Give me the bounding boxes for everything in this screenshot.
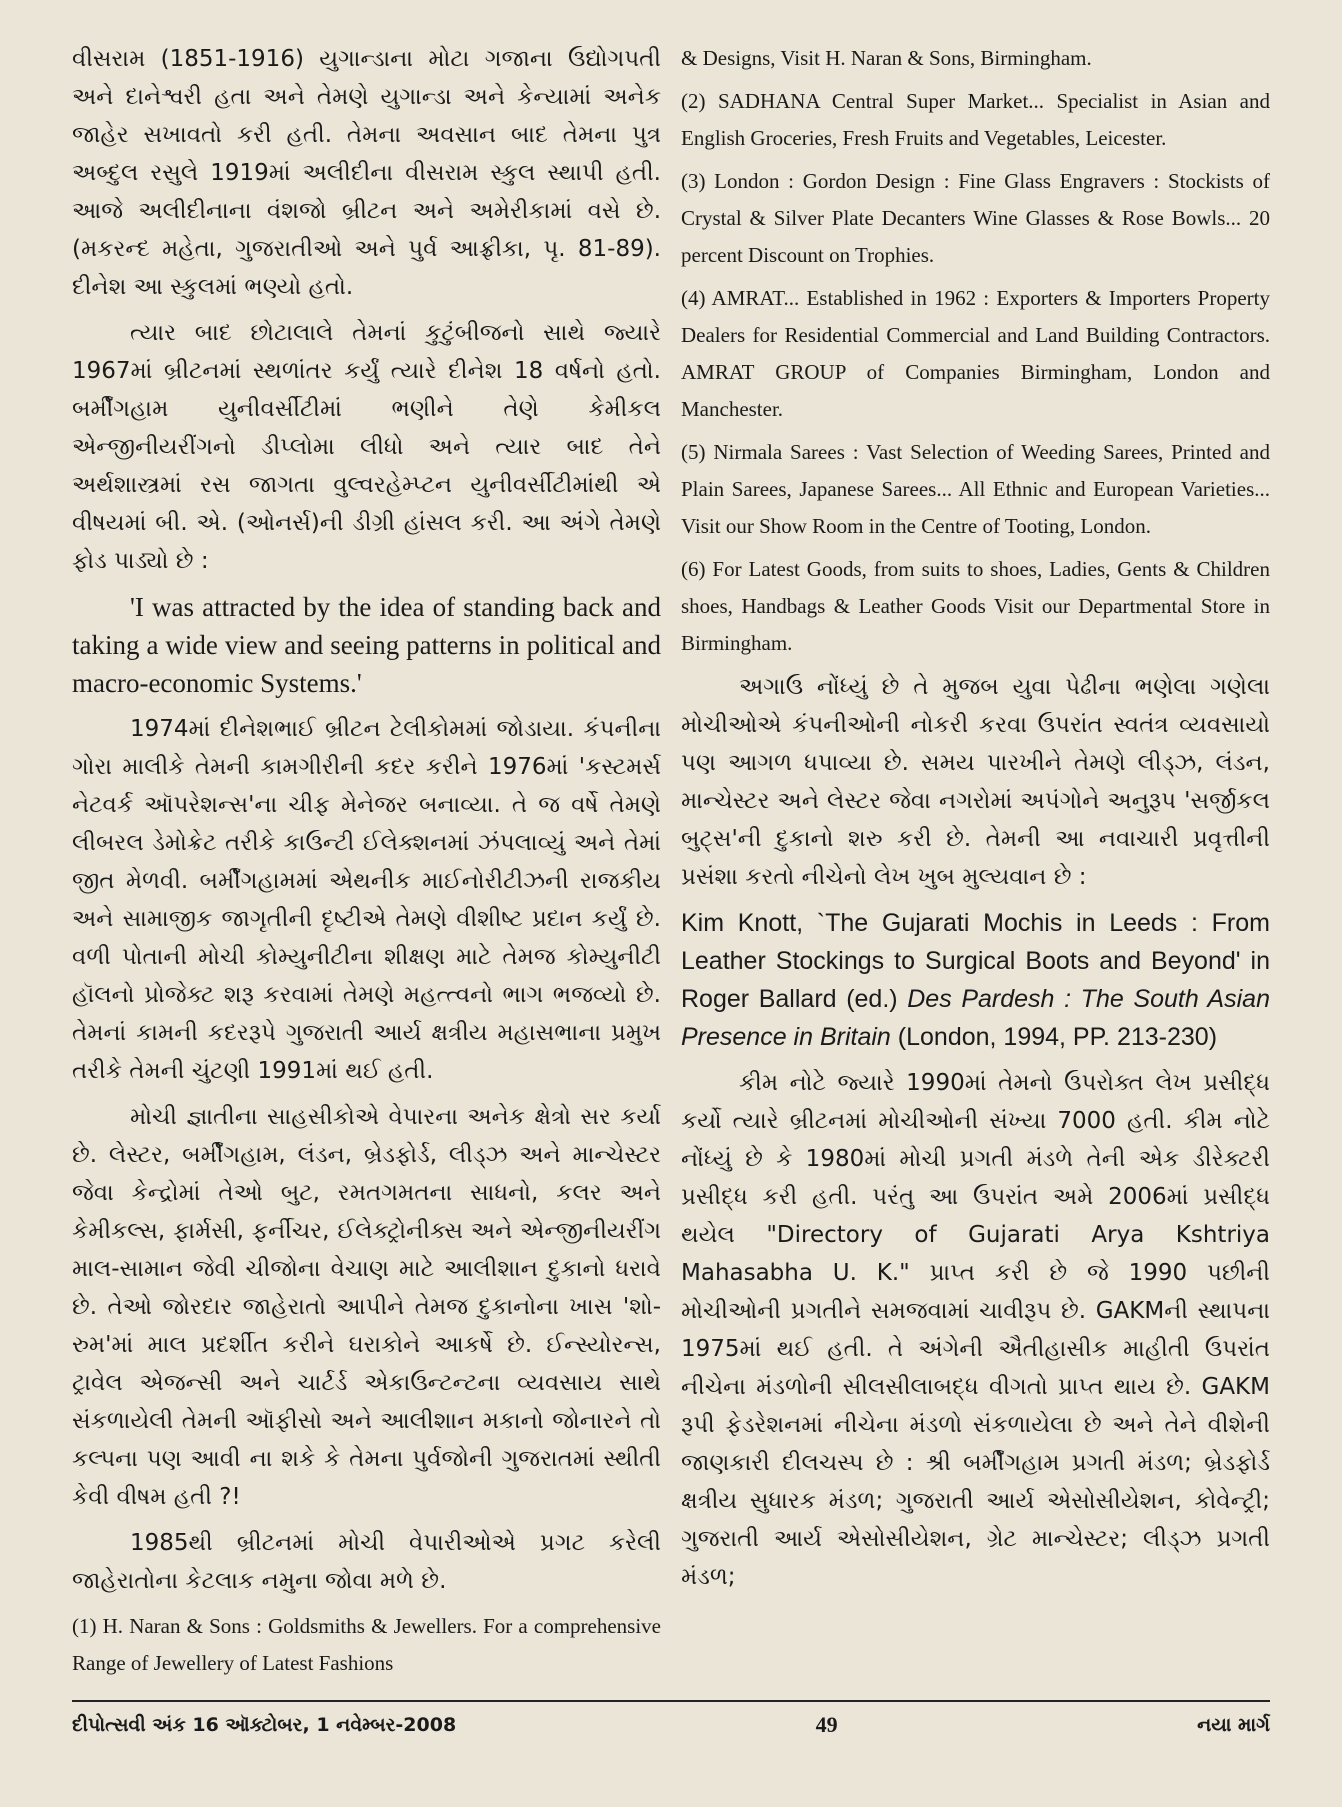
english-quote: 'I was attracted by the idea of standing back and taking a wide view and seeing patterns in political and macro-economic Systems.' bbox=[72, 592, 661, 698]
page-number: 49 bbox=[815, 1712, 838, 1737]
advertisement-item: (6) For Latest Goods, from suits to shoes, Ladies, Gents & Children shoes, Handbags & Leather Goods Visit our Departmental Store in Birmingham. bbox=[681, 557, 1270, 655]
reference-citation bbox=[681, 904, 1270, 1056]
paragraph: ત્યાર બાદ છોટાલાલે તેમનાં કુટુંબીજનો સાથે જ્યારે 1967માં બ્રીટનમાં સ્થળાંતર કર્યું ત્યારે દીનેશ 18 વર્ષનો હતો. બર્મીંગહામ યુનીવર્સીટીમાં ભણીને તેણે કેમીકલ એન્જીનીયરીંગનો ડીપ્લોમા લીધો અને ત્યાર બાદ તેને અર્થશાસ્ત્રમાં રસ જાગતા વુલ્વરહેમ્પ્ટન યુનીવર્સીટીમાંથી એ વીષયમાં બી. એ. (ઓનર્સ)ની ડીગ્રી હાંસલ કરી. આ અંગે તેમણે ફોડ પાડ્યો છે : bbox=[72, 320, 661, 574]
right-column bbox=[681, 40, 1270, 1690]
left-column bbox=[72, 40, 661, 1690]
paragraph: વીસરામ (1851-1916) યુગાન્ડાના મોટા ગજાના ઉદ્યોગપતી અને દાનેશ્વરી હતા અને તેમણે યુગાન્ડા અને કેન્યામાં અનેક જાહેર સખાવતો કરી હતી. તેમના અવસાન બાદ તેમના પુત્ર અબ્દુલ રસુલે 1919માં અલીદીના વીસરામ સ્કુલ સ્થાપી હતી. આજે અલીદીનાના વંશજો બ્રીટન અને અમેરીકામાં વસે છે. (મકરન્દ મહેતા, ગુજરાતીઓ અને પુર્વ આફ્રીકા, પૃ. 81-89). દીનેશ આ સ્કુલમાં ભણ્યો હતો. bbox=[72, 46, 661, 300]
reference-authors: Kim Knott, `The Gujarati Mochis in Leeds : From Leather Stockings to Surgical Boots and Beyond' in Roger Ballard (ed.) bbox=[681, 909, 1270, 1013]
advertisement-item: (5) Nirmala Sarees : Vast Selection of Weeding Sarees, Printed and Plain Sarees, Japanese Sarees... All Ethnic and European Varieties... Visit our Show Room in the Centre of Tooting, London. bbox=[681, 440, 1270, 538]
magazine-name: નયા માર્ગ bbox=[1197, 1714, 1270, 1736]
paragraph: અગાઉ નોંધ્યું છે તે મુજબ યુવા પેઢીના ભણેલા ગણેલા મોચીઓએ કંપનીઓની નોકરી કરવા ઉપરાંત સ્વતંત્ર વ્યવસાયો પણ આગળ ધપાવ્યા છે. સમય પારખીને તેમણે લીડ્ઝ, લંડન, માન્ચેસ્ટર અને લેસ્ટર જેવા નગરોમાં અપંગોને અનુરૂપ 'સર્જીકલ બુટ્સ'ની દુકાનો શરુ કરી છે. તેમની આ નવાચારી પ્રવૃત્તીની પ્રસંશા કરતો નીચેનો લેખ ખુબ મુલ્યવાન છે : bbox=[681, 674, 1270, 890]
issue-info: દીપોત્સવી અંક 16 ઑક્ટોબર, 1 નવેમ્બર-2008 bbox=[72, 1714, 457, 1736]
footer-divider bbox=[72, 1700, 1270, 1702]
paragraph: 1985થી બ્રીટનમાં મોચી વેપારીઓએ પ્રગટ કરેલી જાહેરાતોના કેટલાક નમુના જોવા મળે છે. bbox=[72, 1530, 661, 1594]
two-column-body bbox=[72, 40, 1270, 1690]
reference-publication: (London, 1994, PP. 213-230) bbox=[897, 1023, 1218, 1051]
paragraph: 1974માં દીનેશભાઈ બ્રીટન ટેલીકોમમાં જોડાયા. કંપનીના ગોરા માલીકે તેમની કામગીરીની કદર કરીને 1976માં 'કસ્ટમર્સ નેટવર્ક ઑપરેશન્સ'ના ચીફ મેનેજર બનાવ્યા. તે જ વર્ષે તેમણે લીબરલ ડેમોક્રેટ તરીકે કાઉન્ટી ઈલેક્શનમાં ઝંપલાવ્યું અને તેમાં જીત મેળવી. બર્મીંગહામમાં એથનીક માઈનોરીટીઝની રાજકીય અને સામાજીક જાગૃતીની દૃષ્ટીએ તેમણે વીશીષ્ટ પ્રદાન કર્યું છે. વળી પોતાની મોચી કોમ્યુનીટીના શીક્ષણ માટે તેમજ કોમ્યુનીટી હૉલનો પ્રોજેક્ટ શરૂ કરવામાં તેમણે મહત્ત્વનો ભાગ ભજવ્યો છે. તેમનાં કામની કદરરૂપે ગુજરાતી આર્ય ક્ષત્રીય મહાસભાના પ્રમુખ તરીકે તેમની ચુંટણી 1991માં થઈ હતી. bbox=[72, 716, 661, 1084]
reference-book-title: Des Pardesh : The South Asian Presence in Britain bbox=[681, 985, 1270, 1051]
advertisement-item: (2) SADHANA Central Super Market... Specialist in Asian and English Groceries, Fresh Fruits and Vegetables, Leicester. bbox=[681, 89, 1270, 150]
advertisement-item: (3) London : Gordon Design : Fine Glass Engravers : Stockists of Crystal & Silver Plate Decanters Wine Glasses & Rose Bowls... 20 percent Discount on Trophies. bbox=[681, 169, 1270, 267]
paragraph: કીમ નોટે જ્યારે 1990માં તેમનો ઉપરોક્ત લેખ પ્રસીદ્ધ કર્યો ત્યારે બ્રીટનમાં મોચીઓની સંખ્યા 7000 હતી. કીમ નોટે નોંધ્યું છે કે 1980માં મોચી પ્રગતી મંડળે તેની એક ડીરેક્ટરી પ્રસીદ્ધ કરી હતી. પરંતુ આ ઉપરાંત અમે 2006માં પ્રસીદ્ધ થયેલ "Directory of Gujarati Arya Kshtriya Mahasabha U. K." પ્રાપ્ત કરી છે જે 1990 પછીની મોચીઓની પ્રગતીને સમજવામાં ચાવીરૂપ છે. GAKMની સ્થાપના 1975માં થઈ હતી. તે અંગેની ઐતીહાસીક માહીતી ઉપરાંત નીચેના મંડળોની સીલસીલાબદ્ધ વીગતો પ્રાપ્ત થાય છે. GAKM રૂપી ફેડરેશનમાં નીચેના મંડળો સંકળાયેલા છે અને તેને વીશેની જાણકારી દીલચસ્પ છે : શ્રી બર્મીંગહામ પ્રગતી મંડળ; બ્રેડફોર્ડ ક્ષત્રીય સુધારક મંડળ; ગુજરાતી આર્ય એસોસીયેશન, કોવેન્ટ્રી; ગુજરાતી આર્ય એસોસીયેશન, ગ્રેટ માન્ચેસ્ટર; લીડ્ઝ પ્રગતી મંડળ; bbox=[681, 1070, 1270, 1590]
paragraph: મોચી જ્ઞાતીના સાહસીકોએ વેપારના અનેક ક્ષેત્રો સર કર્યા છે. લેસ્ટર, બર્મીંગહામ, લંડન, બ્રેડફોર્ડ, લીડ્ઝ અને માન્ચેસ્ટર જેવા કેન્દ્રોમાં તેઓ બુટ, રમતગમતના સાધનો, કલર અને કેમીકલ્સ, ફાર્મસી, ફર્નીચર, ઈલેક્ટ્રોનીક્સ અને એન્જીનીયરીંગ માલ-સામાન જેવી ચીજોના વેચાણ માટે આલીશાન દુકાનો ધરાવે છે. તેઓ જોરદાર જાહેરાતો આપીને તેમજ દુકાનોના ખાસ 'શો-રુમ'માં માલ પ્રદર્શીત કરીને ઘરાકોને આકર્ષે છે. ઈન્સ્યોરન્સ, ટ્રાવેલ એજન્સી અને ચાર્ટર્ડ એકાઉન્ટન્ટના વ્યવસાય સાથે સંકળાયેલી તેમની ઑફીસો અને આલીશાન મકાનો જોનારને તો કલ્પના પણ આવી ના શકે કે તેમના પુર્વજોની ગુજરાતમાં સ્થીતી કેવી વીષમ હતી ?! bbox=[72, 1104, 661, 1510]
advertisement-item: (4) AMRAT... Established in 1962 : Exporters & Importers Property Dealers for Residential Commercial and Land Building Contractors. AMRAT GROUP of Companies Birmingham, London and Manchester. bbox=[681, 286, 1270, 421]
page-footer bbox=[72, 1712, 1270, 1738]
advertisement-item: (1) H. Naran & Sons : Goldsmiths & Jewellers. For a comprehensive Range of Jewellery of Latest Fashions bbox=[72, 1614, 661, 1675]
advertisement-item: & Designs, Visit H. Naran & Sons, Birmingham. bbox=[681, 46, 1092, 70]
